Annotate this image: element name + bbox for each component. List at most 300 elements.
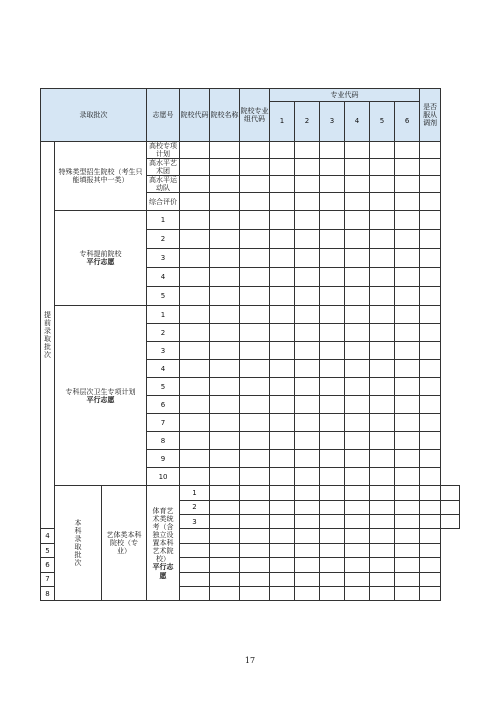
- header-major-col-1: 1: [270, 102, 295, 142]
- entry-cell[interactable]: [395, 450, 420, 468]
- entry-cell[interactable]: [240, 529, 270, 543]
- entry-cell[interactable]: [370, 268, 395, 287]
- entry-cell[interactable]: [320, 543, 345, 557]
- entry-cell[interactable]: [420, 268, 441, 287]
- entry-cell[interactable]: [395, 432, 420, 450]
- entry-cell[interactable]: [345, 193, 370, 211]
- entry-cell[interactable]: [240, 414, 270, 432]
- entry-cell[interactable]: [320, 211, 345, 230]
- entry-cell[interactable]: [240, 287, 270, 306]
- entry-cell[interactable]: [240, 306, 270, 324]
- entry-cell[interactable]: [210, 529, 240, 543]
- entry-cell[interactable]: [420, 211, 441, 230]
- entry-cell[interactable]: [270, 500, 295, 514]
- entry-cell[interactable]: [180, 306, 210, 324]
- entry-cell[interactable]: [395, 211, 420, 230]
- entry-cell[interactable]: [345, 306, 370, 324]
- entry-cell[interactable]: [420, 558, 441, 572]
- entry-cell[interactable]: [320, 587, 345, 601]
- entry-cell[interactable]: [370, 414, 395, 432]
- wish-number: 5: [41, 543, 55, 557]
- entry-cell[interactable]: [420, 193, 441, 211]
- entry-cell[interactable]: [320, 342, 345, 360]
- entry-cell[interactable]: [345, 572, 370, 586]
- entry-cell[interactable]: [295, 230, 320, 249]
- entry-cell[interactable]: [295, 342, 320, 360]
- entry-cell[interactable]: [295, 515, 320, 529]
- entry-cell[interactable]: [395, 287, 420, 306]
- entry-cell[interactable]: [270, 543, 295, 557]
- entry-cell[interactable]: [240, 378, 270, 396]
- entry-cell[interactable]: [420, 287, 441, 306]
- entry-cell[interactable]: [240, 360, 270, 378]
- wish-number: 4: [147, 360, 180, 378]
- entry-cell[interactable]: [270, 515, 295, 529]
- entry-cell[interactable]: [180, 572, 210, 586]
- entry-cell[interactable]: [370, 432, 395, 450]
- entry-cell[interactable]: [320, 432, 345, 450]
- entry-cell[interactable]: [420, 543, 441, 557]
- entry-cell[interactable]: [345, 287, 370, 306]
- entry-cell[interactable]: [270, 193, 295, 211]
- entry-cell[interactable]: [420, 249, 441, 268]
- entry-cell[interactable]: [395, 306, 420, 324]
- entry-cell[interactable]: [420, 486, 441, 500]
- entry-cell[interactable]: [210, 486, 240, 500]
- entry-cell[interactable]: [295, 159, 320, 176]
- entry-cell[interactable]: [395, 268, 420, 287]
- entry-cell[interactable]: [320, 450, 345, 468]
- entry-cell[interactable]: [180, 468, 210, 486]
- entry-cell[interactable]: [295, 360, 320, 378]
- entry-cell[interactable]: [295, 287, 320, 306]
- entry-cell[interactable]: [270, 378, 295, 396]
- entry-cell[interactable]: [210, 287, 240, 306]
- entry-cell[interactable]: [395, 159, 420, 176]
- entry-cell[interactable]: [345, 432, 370, 450]
- entry-cell[interactable]: [295, 193, 320, 211]
- entry-cell[interactable]: [270, 268, 295, 287]
- vertical-char: 前: [44, 319, 51, 328]
- header-major-col-3: 3: [320, 102, 345, 142]
- entry-cell[interactable]: [270, 142, 295, 159]
- entry-cell[interactable]: [345, 468, 370, 486]
- entry-cell[interactable]: [395, 324, 420, 342]
- entry-cell[interactable]: [210, 500, 240, 514]
- entry-cell[interactable]: [240, 396, 270, 414]
- entry-cell[interactable]: [270, 587, 295, 601]
- entry-cell[interactable]: [240, 268, 270, 287]
- header-school-name: 院校名称: [210, 89, 240, 142]
- entry-cell[interactable]: [320, 142, 345, 159]
- special-type-label: 特殊类型招生院校（考生只能填报其中一类）: [55, 142, 147, 211]
- entry-cell[interactable]: [345, 176, 370, 193]
- entry-cell[interactable]: [370, 468, 395, 486]
- entry-cell[interactable]: [370, 176, 395, 193]
- entry-cell[interactable]: [370, 360, 395, 378]
- entry-cell[interactable]: [395, 414, 420, 432]
- entry-cell[interactable]: [210, 432, 240, 450]
- entry-cell[interactable]: [320, 287, 345, 306]
- wish-number: 1: [147, 211, 180, 230]
- entry-cell[interactable]: [270, 306, 295, 324]
- entry-cell[interactable]: [295, 306, 320, 324]
- entry-cell[interactable]: [240, 450, 270, 468]
- entry-cell[interactable]: [370, 230, 395, 249]
- entry-cell[interactable]: [441, 515, 460, 529]
- entry-cell[interactable]: [420, 396, 441, 414]
- entry-cell[interactable]: [395, 515, 420, 529]
- entry-cell[interactable]: [295, 268, 320, 287]
- entry-cell[interactable]: [210, 396, 240, 414]
- entry-cell[interactable]: [295, 543, 320, 557]
- entry-cell[interactable]: [345, 142, 370, 159]
- entry-cell[interactable]: [180, 324, 210, 342]
- entry-cell[interactable]: [441, 486, 460, 500]
- entry-cell[interactable]: [240, 249, 270, 268]
- entry-cell[interactable]: [295, 486, 320, 500]
- entry-cell[interactable]: [370, 342, 395, 360]
- entry-cell[interactable]: [180, 529, 210, 543]
- header-major-col-4: 4: [345, 102, 370, 142]
- health-plan-sub: 平行志愿: [86, 395, 115, 404]
- entry-cell[interactable]: [395, 342, 420, 360]
- entry-cell[interactable]: [240, 324, 270, 342]
- entry-cell[interactable]: [180, 342, 210, 360]
- entry-cell[interactable]: [370, 287, 395, 306]
- entry-cell[interactable]: [210, 230, 240, 249]
- entry-cell[interactable]: [345, 360, 370, 378]
- entry-cell[interactable]: [270, 529, 295, 543]
- entry-cell[interactable]: [210, 558, 240, 572]
- entry-cell[interactable]: [320, 378, 345, 396]
- entry-cell[interactable]: [295, 572, 320, 586]
- special-type-item: 高校专项计划: [147, 142, 180, 159]
- entry-cell[interactable]: [180, 176, 210, 193]
- entry-cell[interactable]: [180, 287, 210, 306]
- entry-cell[interactable]: [345, 211, 370, 230]
- entry-cell[interactable]: [210, 324, 240, 342]
- entry-cell[interactable]: [270, 176, 295, 193]
- entry-cell[interactable]: [395, 468, 420, 486]
- entry-cell[interactable]: [240, 159, 270, 176]
- entry-cell[interactable]: [210, 468, 240, 486]
- entry-cell[interactable]: [295, 587, 320, 601]
- entry-cell[interactable]: [345, 268, 370, 287]
- entry-cell[interactable]: [370, 587, 395, 601]
- entry-cell[interactable]: [240, 558, 270, 572]
- entry-cell[interactable]: [320, 324, 345, 342]
- entry-cell[interactable]: [270, 558, 295, 572]
- entry-cell[interactable]: [210, 378, 240, 396]
- entry-cell[interactable]: [240, 486, 270, 500]
- entry-cell[interactable]: [420, 360, 441, 378]
- entry-cell[interactable]: [270, 230, 295, 249]
- entry-cell[interactable]: [210, 360, 240, 378]
- entry-cell[interactable]: [345, 450, 370, 468]
- entry-cell[interactable]: [320, 558, 345, 572]
- entry-cell[interactable]: [295, 142, 320, 159]
- entry-cell[interactable]: [320, 176, 345, 193]
- vertical-char: 次: [74, 559, 82, 568]
- art-detail-label: [147, 486, 180, 601]
- entry-cell[interactable]: [320, 486, 345, 500]
- entry-cell[interactable]: [210, 211, 240, 230]
- wish-number: 2: [147, 230, 180, 249]
- entry-cell[interactable]: [370, 378, 395, 396]
- entry-cell[interactable]: [370, 515, 395, 529]
- entry-cell[interactable]: [180, 396, 210, 414]
- entry-cell[interactable]: [395, 558, 420, 572]
- entry-cell[interactable]: [320, 306, 345, 324]
- entry-cell[interactable]: [295, 558, 320, 572]
- special-type-item: 高水平艺术团: [147, 159, 180, 176]
- entry-cell[interactable]: [295, 396, 320, 414]
- entry-cell[interactable]: [180, 558, 210, 572]
- entry-cell[interactable]: [295, 468, 320, 486]
- entry-cell[interactable]: [180, 450, 210, 468]
- entry-cell[interactable]: [240, 543, 270, 557]
- entry-cell[interactable]: [395, 543, 420, 557]
- entry-cell[interactable]: [345, 396, 370, 414]
- entry-cell[interactable]: [345, 486, 370, 500]
- entry-cell[interactable]: [345, 159, 370, 176]
- entry-cell[interactable]: [210, 268, 240, 287]
- entry-cell[interactable]: [180, 268, 210, 287]
- entry-cell[interactable]: [180, 230, 210, 249]
- entry-cell[interactable]: [270, 414, 295, 432]
- entry-cell[interactable]: [270, 211, 295, 230]
- entry-cell[interactable]: [270, 342, 295, 360]
- entry-cell[interactable]: [345, 378, 370, 396]
- entry-cell[interactable]: [420, 324, 441, 342]
- wish-number: 1: [180, 486, 210, 500]
- entry-cell[interactable]: [395, 176, 420, 193]
- entry-cell[interactable]: [395, 500, 420, 514]
- entry-cell[interactable]: [320, 268, 345, 287]
- entry-cell[interactable]: [395, 193, 420, 211]
- entry-cell[interactable]: [345, 414, 370, 432]
- entry-cell[interactable]: [270, 486, 295, 500]
- entry-cell[interactable]: [240, 572, 270, 586]
- entry-cell[interactable]: [345, 515, 370, 529]
- entry-cell[interactable]: [180, 543, 210, 557]
- entry-cell[interactable]: [210, 193, 240, 211]
- entry-cell[interactable]: [345, 587, 370, 601]
- wish-number: 7: [147, 414, 180, 432]
- entry-cell[interactable]: [320, 360, 345, 378]
- header-school-code: 院校代码: [180, 89, 210, 142]
- entry-cell[interactable]: [320, 396, 345, 414]
- entry-cell[interactable]: [395, 360, 420, 378]
- entry-cell[interactable]: [180, 360, 210, 378]
- entry-cell[interactable]: [420, 230, 441, 249]
- entry-cell[interactable]: [370, 572, 395, 586]
- entry-cell[interactable]: [210, 587, 240, 601]
- entry-cell[interactable]: [345, 558, 370, 572]
- entry-cell[interactable]: [210, 414, 240, 432]
- entry-cell[interactable]: [295, 324, 320, 342]
- entry-cell[interactable]: [370, 543, 395, 557]
- entry-cell[interactable]: [420, 414, 441, 432]
- entry-cell[interactable]: [180, 432, 210, 450]
- entry-cell[interactable]: [270, 468, 295, 486]
- entry-cell[interactable]: [180, 193, 210, 211]
- entry-cell[interactable]: [370, 486, 395, 500]
- entry-cell[interactable]: [180, 378, 210, 396]
- entry-cell[interactable]: [370, 193, 395, 211]
- entry-cell[interactable]: [295, 450, 320, 468]
- entry-cell[interactable]: [420, 342, 441, 360]
- entry-cell[interactable]: [370, 324, 395, 342]
- entry-cell[interactable]: [240, 500, 270, 514]
- entry-cell[interactable]: [295, 176, 320, 193]
- entry-cell[interactable]: [420, 529, 441, 543]
- entry-cell[interactable]: [395, 572, 420, 586]
- entry-cell[interactable]: [420, 587, 441, 601]
- entry-cell[interactable]: [240, 142, 270, 159]
- entry-cell[interactable]: [420, 572, 441, 586]
- entry-cell[interactable]: [295, 500, 320, 514]
- entry-cell[interactable]: [320, 500, 345, 514]
- entry-cell[interactable]: [370, 306, 395, 324]
- entry-cell[interactable]: [180, 211, 210, 230]
- entry-cell[interactable]: [395, 378, 420, 396]
- entry-cell[interactable]: [270, 287, 295, 306]
- entry-cell[interactable]: [345, 543, 370, 557]
- entry-cell[interactable]: [210, 176, 240, 193]
- entry-cell[interactable]: [270, 360, 295, 378]
- wish-number: 4: [147, 268, 180, 287]
- entry-cell[interactable]: [395, 587, 420, 601]
- entry-cell[interactable]: [320, 515, 345, 529]
- entry-cell[interactable]: [370, 249, 395, 268]
- entry-cell[interactable]: [395, 486, 420, 500]
- entry-cell[interactable]: [210, 450, 240, 468]
- entry-cell[interactable]: [441, 500, 460, 514]
- entry-cell[interactable]: [180, 142, 210, 159]
- entry-cell[interactable]: [345, 342, 370, 360]
- vertical-char: 科: [74, 527, 82, 536]
- entry-cell[interactable]: [370, 558, 395, 572]
- table-row: [41, 211, 460, 230]
- entry-cell[interactable]: [240, 587, 270, 601]
- entry-cell[interactable]: [420, 142, 441, 159]
- wish-number: 2: [147, 324, 180, 342]
- entry-cell[interactable]: [240, 468, 270, 486]
- entry-cell[interactable]: [210, 572, 240, 586]
- entry-cell[interactable]: [240, 342, 270, 360]
- entry-cell[interactable]: [320, 572, 345, 586]
- entry-cell[interactable]: [370, 500, 395, 514]
- entry-cell[interactable]: [295, 249, 320, 268]
- header-major-col-5: 5: [370, 102, 395, 142]
- entry-cell[interactable]: [210, 515, 240, 529]
- entry-cell[interactable]: [370, 529, 395, 543]
- entry-cell[interactable]: [320, 414, 345, 432]
- entry-cell[interactable]: [320, 468, 345, 486]
- entry-cell[interactable]: [270, 572, 295, 586]
- entry-cell[interactable]: [420, 306, 441, 324]
- entry-cell[interactable]: [420, 378, 441, 396]
- entry-cell[interactable]: [295, 414, 320, 432]
- entry-cell[interactable]: [295, 211, 320, 230]
- entry-cell[interactable]: [320, 159, 345, 176]
- wish-number: 3: [147, 342, 180, 360]
- entry-cell[interactable]: [240, 515, 270, 529]
- entry-cell[interactable]: [320, 193, 345, 211]
- entry-cell[interactable]: [420, 176, 441, 193]
- entry-cell[interactable]: [345, 324, 370, 342]
- entry-cell[interactable]: [210, 306, 240, 324]
- entry-cell[interactable]: [420, 432, 441, 450]
- entry-cell[interactable]: [180, 414, 210, 432]
- entry-cell[interactable]: [320, 230, 345, 249]
- wish-number: 7: [41, 572, 55, 586]
- entry-cell[interactable]: [370, 450, 395, 468]
- entry-cell[interactable]: [270, 450, 295, 468]
- vertical-char: 取: [44, 335, 51, 344]
- entry-cell[interactable]: [240, 193, 270, 211]
- entry-cell[interactable]: [270, 159, 295, 176]
- entry-cell[interactable]: [210, 543, 240, 557]
- entry-cell[interactable]: [395, 142, 420, 159]
- table-row: [41, 306, 460, 324]
- entry-cell[interactable]: [295, 432, 320, 450]
- entry-cell[interactable]: [180, 159, 210, 176]
- entry-cell[interactable]: [395, 396, 420, 414]
- entry-cell[interactable]: [210, 249, 240, 268]
- entry-cell[interactable]: [420, 159, 441, 176]
- entry-cell[interactable]: [270, 432, 295, 450]
- entry-cell[interactable]: [320, 529, 345, 543]
- entry-cell[interactable]: [270, 249, 295, 268]
- page-number: 17: [244, 656, 256, 665]
- entry-cell[interactable]: [345, 230, 370, 249]
- entry-cell[interactable]: [370, 211, 395, 230]
- entry-cell[interactable]: [370, 159, 395, 176]
- entry-cell[interactable]: [210, 142, 240, 159]
- entry-cell[interactable]: [210, 159, 240, 176]
- wish-number: 6: [147, 396, 180, 414]
- entry-cell[interactable]: [395, 249, 420, 268]
- entry-cell[interactable]: [370, 396, 395, 414]
- entry-cell[interactable]: [345, 500, 370, 514]
- entry-cell[interactable]: [395, 230, 420, 249]
- entry-cell[interactable]: [420, 468, 441, 486]
- entry-cell[interactable]: [420, 500, 441, 514]
- entry-cell[interactable]: [345, 529, 370, 543]
- entry-cell[interactable]: [180, 249, 210, 268]
- entry-cell[interactable]: [240, 176, 270, 193]
- entry-cell[interactable]: [320, 249, 345, 268]
- entry-cell[interactable]: [270, 324, 295, 342]
- entry-cell[interactable]: [295, 529, 320, 543]
- entry-cell[interactable]: [295, 378, 320, 396]
- entry-cell[interactable]: [345, 249, 370, 268]
- entry-cell[interactable]: [420, 450, 441, 468]
- entry-cell[interactable]: [395, 529, 420, 543]
- entry-cell[interactable]: [270, 396, 295, 414]
- entry-cell[interactable]: [370, 142, 395, 159]
- entry-cell[interactable]: [240, 211, 270, 230]
- entry-cell[interactable]: [240, 432, 270, 450]
- entry-cell[interactable]: [240, 230, 270, 249]
- entry-cell[interactable]: [420, 515, 441, 529]
- entry-cell[interactable]: [180, 587, 210, 601]
- health-plan-title: 专科层次卫生专项计划: [65, 387, 136, 396]
- entry-cell[interactable]: [210, 342, 240, 360]
